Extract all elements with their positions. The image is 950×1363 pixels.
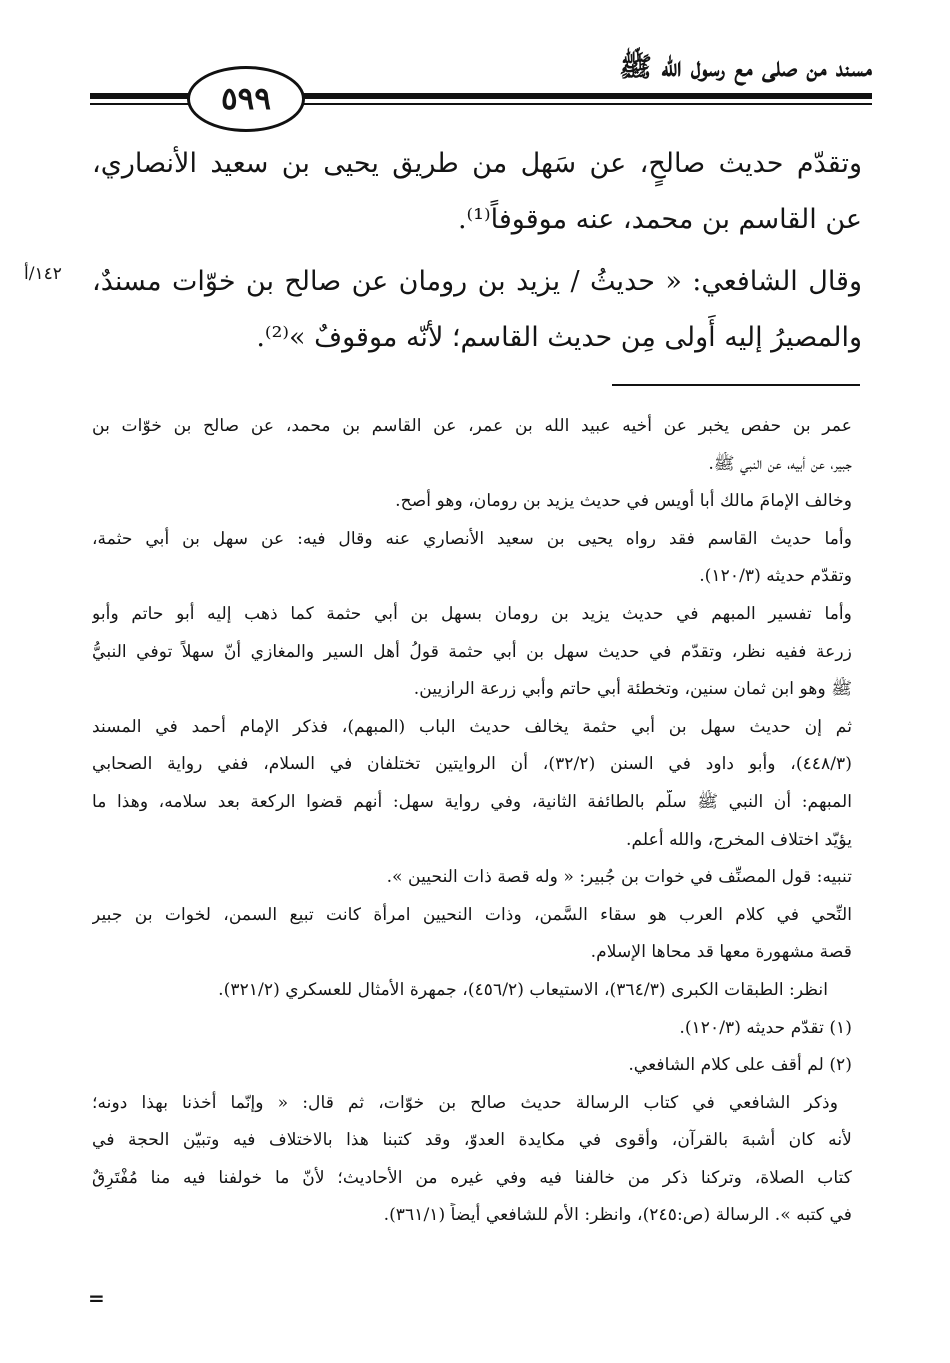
footnote-line: وأما تفسير المبهم في حديث يزيد بن رومان بسهل بن أبي حثمة كما ذهب إليه أبو حاتم وأبو <box>92 603 852 624</box>
main-text <box>92 150 862 262</box>
main-text-line: عن القاسم بن محمد، عنه موقوفاً⁽¹⁾. <box>457 204 862 235</box>
footnote-line: لأنه كان أشبهَ بالقرآن، وأقوى في مكايدة العدوّ، وقد كتبنا هذا بالاختلاف فيه وتبيّن الحجة في <box>92 1130 852 1151</box>
page-number: ٥٩٩ <box>221 80 271 117</box>
continuation-mark: = <box>88 1286 105 1310</box>
footnote-line: وأما حديث القاسم فقد رواه يحيى بن سعيد الأنصاري عنه وقال فيه: عن سهل بن أبي حثمة، <box>92 528 852 549</box>
footnote-line: كتاب الصلاة، وتركنا ذكر من خالفنا فيه وفي غيره من الأحاديث؛ لأنّ ما خولفنا فيه منا مُفْتَرِقٌ <box>92 1167 852 1188</box>
page-number-badge <box>187 66 305 132</box>
footnote-1: (١) تقدّم حديثه (١٢٠/٣). <box>679 1017 852 1038</box>
manuscript-folio-ref: ١٤٢/أ <box>24 264 62 284</box>
main-text-line: وتقدّم حديث صالحٍ، عن سَهل من طريق يحيى بن سعيد الأنصاري، <box>92 148 862 179</box>
footnote-line: تنبيه: قول المصنِّف في خوات بن جُبير: « وله قصة ذات النحيين ». <box>386 867 852 888</box>
footnote-2: (٢) لم أقف على كلام الشافعي. <box>628 1055 852 1076</box>
footnote-line: ﷺ وهو ابن ثمان سنين، وتخطئة أبي حاتم وأبي زرعة الرازيين. <box>413 679 852 700</box>
main-text-line: والمصيرُ إليه أَولى مِن حديث القاسم؛ لأنّه موقوفٌ »⁽²⁾. <box>256 322 862 353</box>
footnote-line: قصة مشهورة معها قد محاها الإسلام. <box>590 942 852 963</box>
footnote-line: (٤٤٨/٣)، وأبو داود في السنن (٣٢/٢)، أن الروايتين تختلفان في السلام، ففي رواية الصحابي <box>92 754 852 775</box>
footnote-line: عمر بن حفص يخبر عن أخيه عبيد الله بن عمر، عن القاسم بن محمد، عن صالح بن خوّات بن <box>92 416 852 436</box>
footnote-sources: انظر: الطبقات الكبرى (٣٦٤/٣)، الاستيعاب (٤٥٦/٢)، جمهرة الأمثال للعسكري (٣٢١/٢). <box>218 979 828 1000</box>
footnote-line: المبهم: أن النبي ﷺ سلّم بالطائفة الثانية، وفي رواية سهل: أنهم قضوا الركعة بعد سلامه، وهذا ما <box>92 791 852 812</box>
main-text <box>92 268 862 380</box>
footnotes <box>92 414 852 1241</box>
main-text-line: وقال الشافعي: « حديثُ / يزيد بن رومان عن صالح بن خوّات مسندٌ، <box>92 266 862 297</box>
footnote-line: ثم إن حديث سهل بن أبي حثمة يخالف حديث الباب (المبهم)، فذكر الإمام أحمد في المسند <box>92 716 852 737</box>
footnote-line: زرعة ففيه نظر، وتقدّم في حديث سهل بن أبي حثمة قولُ أهل السير والمغازي أنّ سهلاً توفي النبيُّ <box>92 641 852 662</box>
footnote-line: وذكر الشافعي في كتاب الرسالة حديث صالح بن خوّات، ثم قال: « وإنّما أخذنا بهذا دونه؛ <box>92 1092 838 1113</box>
footnote-line: وتقدّم حديثه (١٢٠/٣). <box>699 566 852 587</box>
footnote-line: جبير، عن أبيه، عن النبي ﷺ. <box>708 453 852 474</box>
footnote-line: يؤيّد اختلاف المخرج، والله أعلم. <box>626 829 852 850</box>
footnote-line: في كتبه ». الرسالة (ص:٢٤٥)، وانظر: الأم للشافعي أيضاً (٣٦١/١). <box>383 1205 852 1226</box>
running-header-title: مسند من صلى مع رسول الله ﷺ <box>619 52 872 83</box>
footnote-line: وخالف الإمامَ مالك أبا أويس في حديث يزيد بن رومان، وهو أصح. <box>395 491 852 512</box>
footnote-separator <box>612 384 860 386</box>
footnote-line: النِّحي في كلام العرب هو سقاء السَّمن، وذات النحيين امرأة كانت تبيع السمن، لخوات بن جبير <box>92 904 852 925</box>
